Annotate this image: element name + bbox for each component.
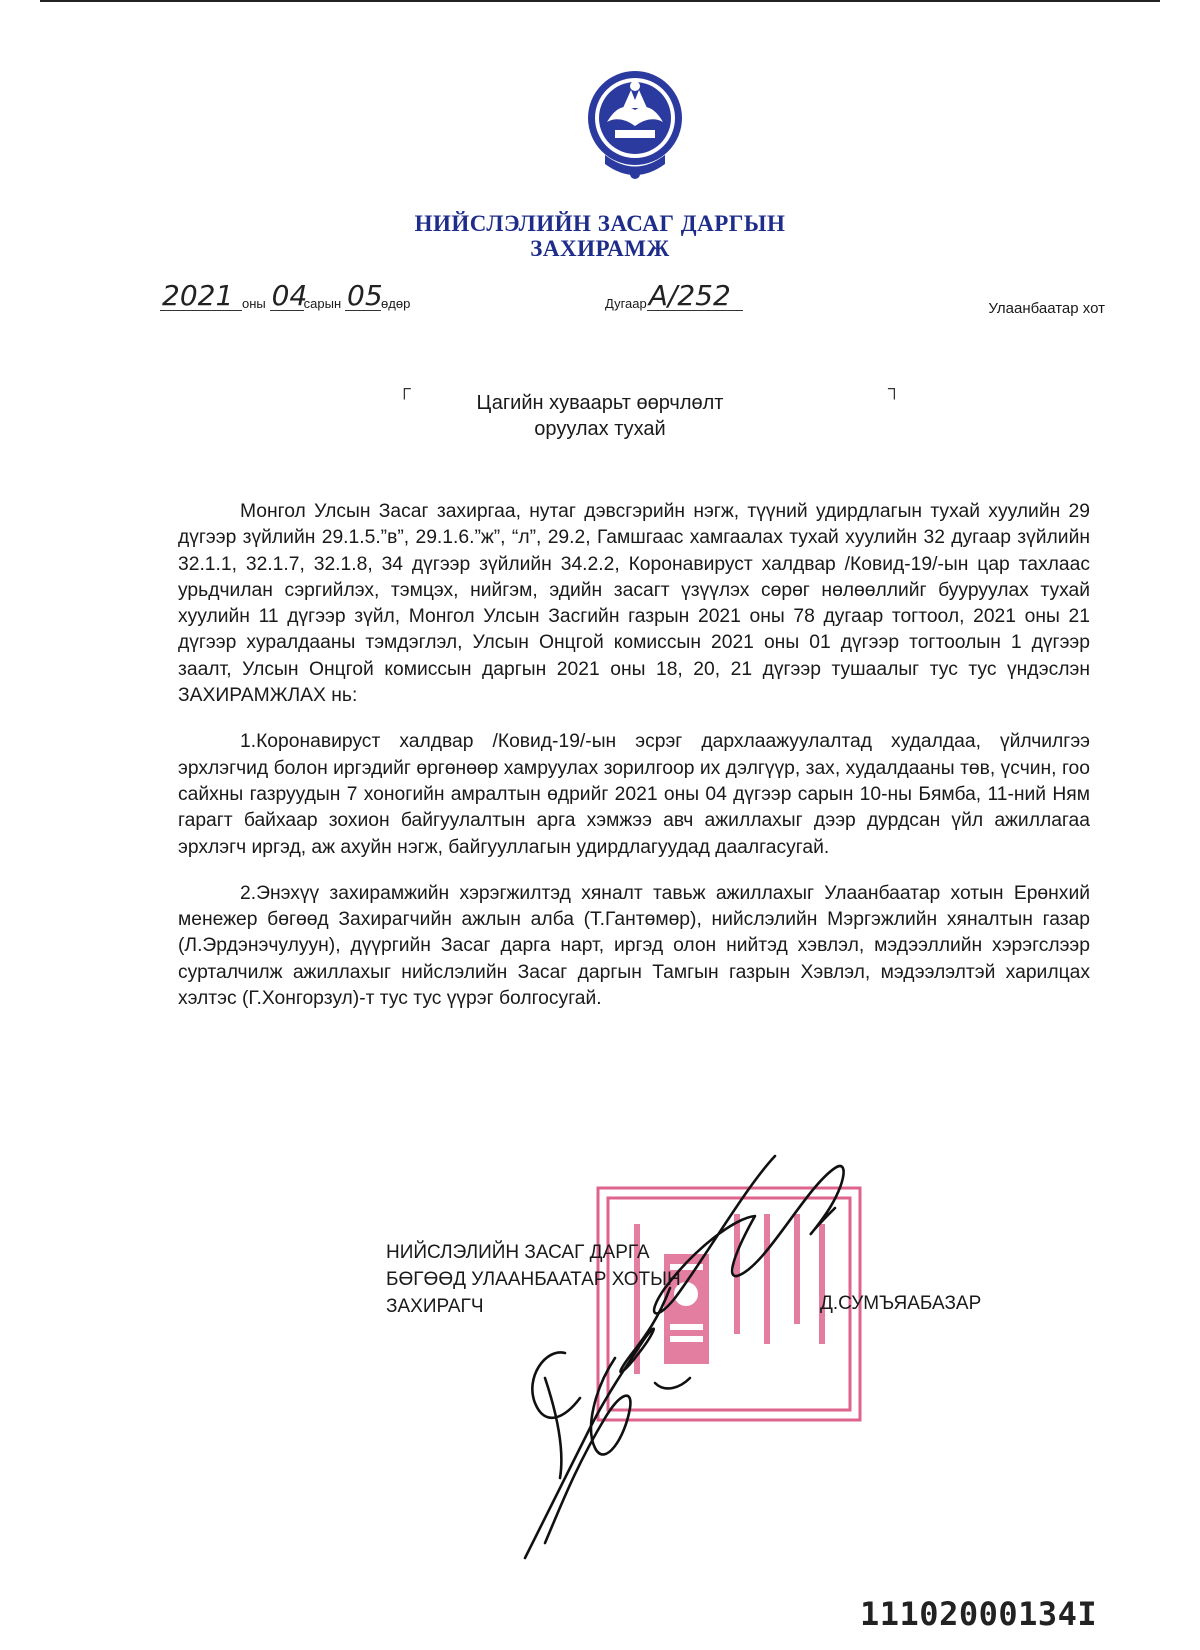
document-subject — [0, 390, 1200, 442]
document-number — [605, 279, 743, 322]
signatory-title-line-2: БӨГӨӨД УЛААНБААТАР ХОТЫН — [386, 1269, 681, 1290]
city-name: Улаанбаатар хот — [988, 300, 1105, 317]
document-body — [178, 499, 1090, 1032]
date-month-suffix: сарын — [303, 296, 342, 311]
organization-name: НИЙСЛЭЛИЙН ЗАСАГ ДАРГЫН — [414, 211, 786, 236]
handwritten-signature — [505, 1148, 885, 1578]
state-emblem-icon — [585, 60, 685, 190]
left-corner-mark: ┌ — [398, 378, 411, 398]
date-year-suffix: оны — [242, 296, 266, 311]
subject-line-1: Цагийн хуваарьт өөрчлөлт — [476, 392, 724, 414]
right-corner-mark: ┐ — [888, 378, 901, 398]
paragraph-preamble: Монгол Улсын Засаг захиргаа, нутаг дэвсгэрийн нэгж, түүний удирдлагын тухай хуулийн 29 дүгээр зүйлийн 29.1.5.”в”, 29.1.6.”ж”, “л”, 29.2, Гамшгаас хамгаалах тухай хуулийн 32 дугаар зүйлийн 32.1.1, 32.1.7, 32.1.8, 34 дүгээр зүйлийн 34.2.2, Коронавируст халдвар /Ковид-19/-ын цар тахлаас урьдчилан сэргийлэх, тэмцэх, нийгэм, эдийн засагт үзүүлэх сөрөг нөлөөллийг бууруулах тухай хуулийн 11 дүгээр зүйл, Монгол Улсын Засгийн газрын 2021 оны 78 дугаар тогтоол, 2021 оны 21 дүгээр хуралдааны тэмдэглэл, Улсын Онцгой комиссын 2021 оны 01 дүгээр тогтоолын 1 дүгээр заалт, Улсын Онцгой комиссын даргын 2021 оны 18, 20, 21 дүгээр тушаалыг тус тус үндэслэн ЗАХИРАМЖЛАХ нь: — [178, 501, 1090, 707]
number-label: Дугаар — [605, 296, 647, 311]
number-value: А/252 — [647, 282, 743, 311]
subject-line-2: оруулах тухай — [534, 418, 666, 440]
paragraph-item-2: 2.Энэхүү захирамжийн хэрэгжилтэд хяналт тавьж ажиллахыг Улаанбаатар хотын Ерөнхий менежер бөгөөд Захирагчийн ажлын алба (Т.Гантөмөр), нийслэлийн Мэргэжлийн хяналтын газар (Л.Эрдэнэчулуун), дүүргийн Засаг дарга нарт, иргэд олон нийтэд хэвлэл, мэдээллийн хэрэгслээр сурталчилж ажиллахыг нийслэлийн Засаг даргын Тамгын газрын Хэвлэл, мэдээлэлтэй харилцах хэлтэс (Г.Хонгорзул)-т тус тус үүрэг болгосугай. — [178, 882, 1090, 1010]
document-type: ЗАХИРАМЖ — [530, 236, 670, 261]
date-day: 05 — [347, 279, 383, 312]
signatory-name: Д.СУМЪЯАБАЗАР — [820, 1293, 982, 1314]
top-border-line — [40, 0, 1160, 2]
document-serial-number: 11102000134I — [860, 1595, 1098, 1633]
date-year: 2021 — [160, 282, 242, 311]
signatory-title-line-3: ЗАХИРАГЧ — [386, 1296, 484, 1317]
paragraph-item-1: 1.Коронавируст халдвар /Ковид-19/-ын эсрэг дархлаажуулалтад худалдаа, үйлчилгээ эрхлэгчид болон иргэдийг өргөнөөр хамруулах зорилгоор их дэлгүүр, зах, худалдааны төв, үсчин, гоо сайхны газруудын 7 хоногийн амралтын өдрийг 2021 оны 04 дүгээр сарын 10-ны Бямба, 11-ний Ням гарагт байхаар зохион байгуулалтын арга хэмжээ авч ажиллахыг дээр дурдсан үйл ажиллагаа эрхлэгч иргэд, аж ахуйн нэгж, байгууллагын удирдлагуудад даалгасугай. — [178, 731, 1090, 858]
date-day-suffix: өдөр — [381, 296, 411, 311]
signatory-title-line-1: НИЙСЛЭЛИЙН ЗАСАГ ДАРГА — [386, 1242, 650, 1263]
document-date — [160, 279, 411, 322]
date-month: 04 — [271, 279, 308, 312]
